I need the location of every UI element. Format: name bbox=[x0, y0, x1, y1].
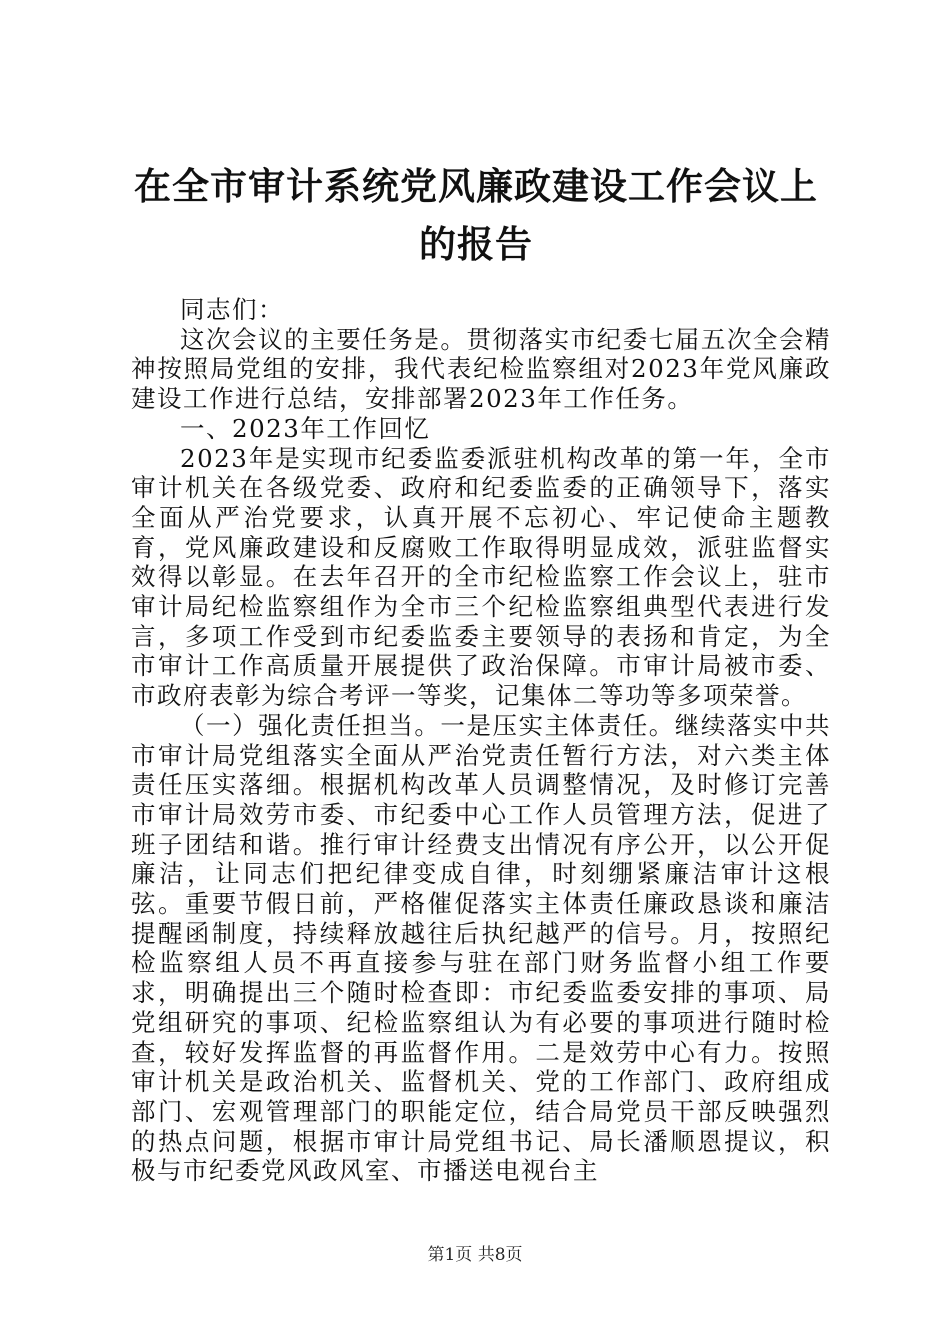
responsibility-paragraph: （一）强化责任担当。一是压实主体责任。继续落实中共市审计局党组落实全面从严治党责任暂行方法，对六类主体责任压实落细。根据机构改革人员调整情况，及时修订完善市审计局效劳市委、市纪委中心工作人员管理方法，促进了班子团结和谐。推行审计经费支出情况有序公开，以公开促廉洁，让同志们把纪律变成自律，时刻绷紧廉洁审计这根弦。重要节假日前，严格催促落实主体责任廉政恳谈和廉洁提醒函制度，持续释放越往后执纪越严的信号。月，按照纪检监察组人员不再直接参与驻在部门财务监督小组工作要求，明确提出三个随时检查即：市纪委监委安排的事项、局党组研究的事项、纪检监察组认为有必要的事项进行随时检查，较好发挥监督的再监督作用。二是效劳中心有力。按照审计机关是政治机关、监督机关、党的工作部门、政府组成部门、宏观管理部门的职能定位，结合局党员干部反映强烈的热点问题，根据市审计局党组书记、局长潘顺恩提议，积极与市纪委党风政风室、市播送电视台主 bbox=[131, 710, 831, 1186]
page-number-footer: 第1页 共8页 bbox=[427, 1245, 523, 1265]
intro-paragraph: 这次会议的主要任务是。贯彻落实市纪委七届五次全会精神按照局党组的安排，我代表纪检监察组对2023年党风廉政建设工作进行总结，安排部署2023年工作任务。 bbox=[131, 324, 831, 414]
document-title: 在全市审计系统党风廉政建设工作会议上的报告 bbox=[134, 165, 818, 266]
review-paragraph: 2023年是实现市纪委监委派驻机构改革的第一年，全市审计机关在各级党委、政府和纪委监委的正确领导下，落实全面从严治党要求，认真开展不忘初心、牢记使命主题教育，党风廉政建设和反腐败工作取得明显成效，派驻监督实效得以彰显。在去年召开的全市纪检监察工作会议上，驻市审计局纪检监察组作为全市三个纪检监察组典型代表进行发言，多项工作受到市纪委监委主要领导的表扬和肯定，为全市审计工作高质量开展提供了政治保障。市审计局被市委、市政府表彰为综合考评一等奖，记集体二等功等多项荣誉。 bbox=[131, 443, 831, 711]
greeting-paragraph: 同志们： bbox=[180, 295, 284, 324]
document-body bbox=[131, 295, 831, 1186]
section-heading: 一、2023年工作回忆 bbox=[180, 413, 431, 443]
